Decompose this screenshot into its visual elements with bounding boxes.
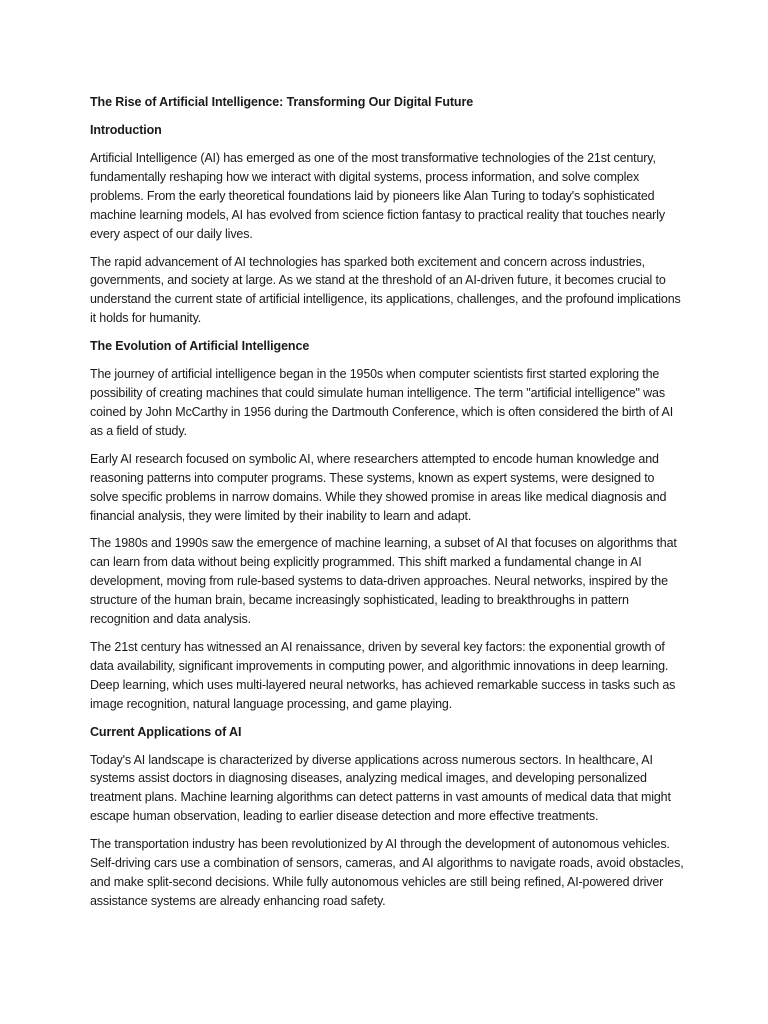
paragraph: Artificial Intelligence (AI) has emerged as one of the most transformative technologies of the 21st century, fundamentally reshaping how we interact with digital systems, process information, and solve complex problems. From the early theoretical foundations laid by pioneers like Alan Turing to today's sophisticated machine learning models, AI has evolved from science fiction fantasy to practical reality that touches nearly every aspect of our daily lives. (90, 151, 665, 241)
document-body (90, 93, 684, 920)
heading-introduction: Introduction (90, 123, 162, 137)
paragraph: The transportation industry has been revolutionized by AI through the development of autonomous vehicles. Self-driving cars use a combination of sensors, cameras, and AI algorithms to navigate roads, avoid obstacles, and make split-second decisions. While fully autonomous vehicles are still being refined, AI-powered driver assistance systems are already enhancing road safety. (90, 837, 684, 908)
paragraph: The rapid advancement of AI technologies has sparked both excitement and concern across industries, governments, and society at large. As we stand at the threshold of an AI-driven future, it becomes crucial to understand the current state of artificial intelligence, its applications, challenges, and the profound implications it holds for humanity. (90, 254, 681, 326)
heading-evolution: The Evolution of Artificial Intelligence (90, 339, 310, 354)
paragraph: The 21st century has witnessed an AI renaissance, driven by several key factors: the exponential growth of data availability, significant improvements in computing power, and algorithmic innovations in deep learning. Deep learning, which uses multi-layered neural networks, has achieved remarkable success in tasks such as image recognition, natural language processing, and game playing. (90, 639, 676, 711)
paragraph: The 1980s and 1990s saw the emergence of machine learning, a subset of AI that focuses on algorithms that can learn from data without being explicitly programmed. This shift marked a fundamental change in AI development, moving from rule-based systems to data-driven approaches. Neural networks, inspired by the structure of the human brain, became increasingly sophisticated, leading to breakthroughs in pattern recognition and data analysis. (90, 536, 677, 627)
paragraph: Today's AI landscape is characterized by diverse applications across numerous sectors. In healthcare, AI systems assist doctors in diagnosing diseases, analyzing medical images, and developing personalized treatment plans. Machine learning algorithms can detect patterns in vast amounts of medical data that might escape human observation, leading to earlier disease detection and more effective treatments. (90, 752, 671, 824)
paragraph: Early AI research focused on symbolic AI, where researchers attempted to encode human knowledge and reasoning patterns into computer programs. These systems, known as expert systems, were designed to solve specific problems in narrow domains. While they showed promise in areas like medical diagnosis and financial analysis, they were limited by their inability to learn and adapt. (90, 451, 667, 523)
heading-current-applications: Current Applications of AI (90, 724, 242, 739)
paragraph: The journey of artificial intelligence began in the 1950s when computer scientists first started exploring the possibility of creating machines that could simulate human intelligence. The term "artificial intelligence" was coined by John McCarthy in 1956 during the Dartmouth Conference, which is often considered the birth of AI as a field of study. (90, 367, 674, 438)
document-title: The Rise of Artificial Intelligence: Transforming Our Digital Future (90, 95, 474, 109)
